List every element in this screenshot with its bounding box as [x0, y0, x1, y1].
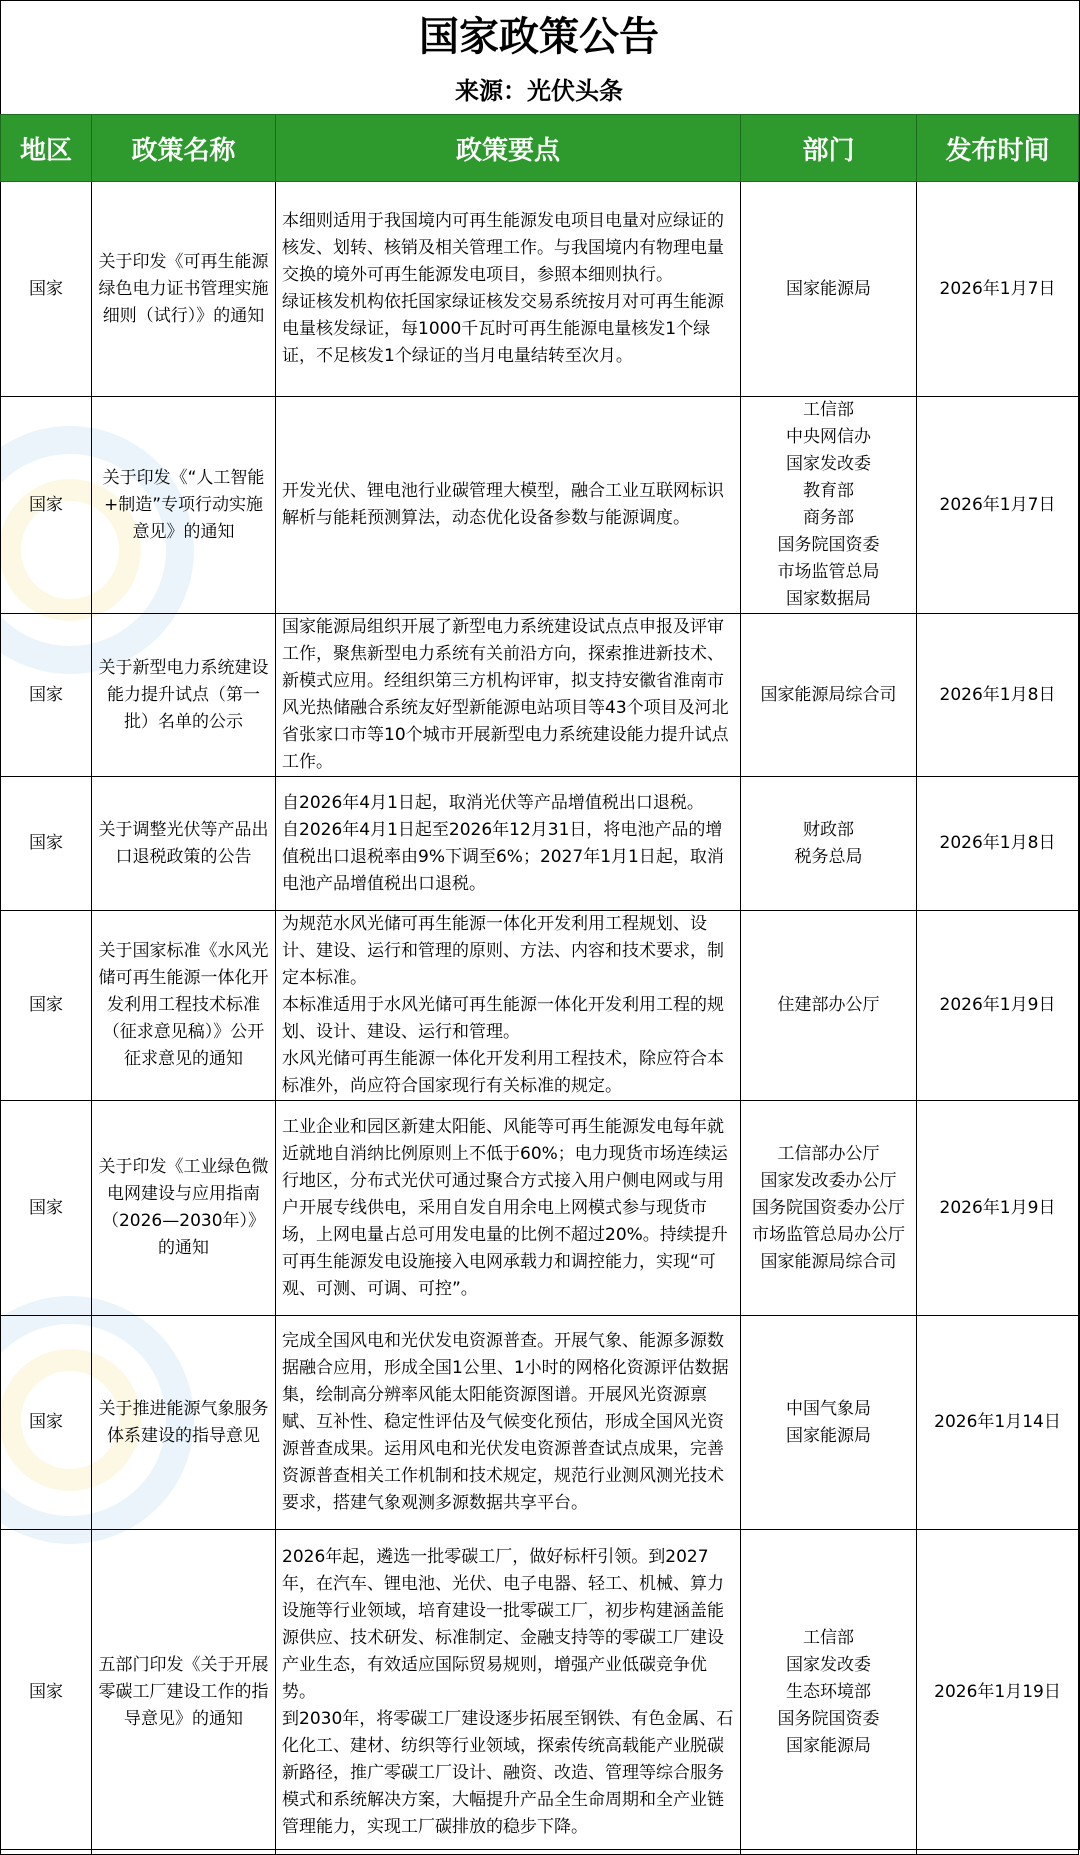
title-area: [0, 0, 1078, 114]
department-name: 国家数据局: [786, 589, 871, 609]
department-name: 国务院国资委办公厅: [752, 1197, 905, 1218]
department-name: 工信部: [803, 1627, 854, 1648]
cell-policy-name: 关于印发《可再生能源绿色电力证书管理实施细则（试行）》的通知: [92, 182, 276, 397]
policy-point: 国家能源局组织开展了新型电力系统建设试点点申报及评审工作，聚焦新型电力系统有关前沿方向，探索推进新技术、新模式应用。经组织第三方机构评审，拟支持安徽省淮南市风光热储融合系统友好型新能源电站项目等43个项目及河北省张家口市等10个城市开展新型电力系统建设能力提升试点工作。: [282, 617, 729, 772]
policy-point: 开发光伏、锂电池行业碳管理大模型，融合工业互联网标识解析与能耗预测算法，动态优化设备参数与能源调度。: [282, 481, 724, 528]
table-row: [1, 614, 1079, 777]
col-header-name: 政策名称: [92, 115, 276, 182]
cell-department: [741, 614, 917, 777]
department-name: 中国气象局: [786, 1398, 871, 1419]
policy-point: 到2030年，将零碳工厂建设逐步拓展至钢铁、有色金属、石化化工、建材、纺织等行业领域，探索传统高载能产业脱碳新路径，推广零碳工厂设计、融资、改造、管理等综合服务模式和系统解决方案，大幅提升产品全生命周期和全产业链管理能力，实现工厂碳排放的稳步下降。: [282, 1708, 734, 1837]
department-name: 国家发改委: [786, 1654, 871, 1675]
cell-department: [741, 397, 917, 614]
cell-department: [741, 777, 917, 911]
department-name: 市场监管总局办公厅: [752, 1224, 905, 1245]
department-name: 国家发改委办公厅: [760, 1170, 897, 1191]
policy-point: 完成全国风电和光伏发电资源普查。开展气象、能源多源数据融合应用，形成全国1公里、1小时的网格化资源评估数据集，绘制高分辨率风能太阳能资源图谱。开展风光资源禀赋、互补性、稳定性评估及气候变化预估，形成全国风光资源普查成果。运用风电和光伏发电资源普查试点成果，完善资源普查相关工作机制和技术规定，规范行业测风测光技术要求，搭建气象观测多源数据共享平台。: [282, 1331, 729, 1513]
cell-policy-points: [276, 614, 741, 777]
cell-department: [741, 182, 917, 397]
department-name: 中央网信办: [786, 427, 871, 447]
department-name: 税务总局: [794, 846, 863, 867]
cell-policy-points: [276, 1101, 741, 1316]
table-row: [1, 777, 1079, 911]
cell-department: [741, 1530, 917, 1855]
department-name: 国家能源局: [786, 1425, 871, 1446]
department-name: 国务院国资委: [777, 1708, 880, 1729]
cell-policy-name: 关于国家标准《水风光储可再生能源一体化开发利用工程技术标准（征求意见稿）》公开征求意见的通知: [92, 911, 276, 1101]
col-header-department: 部门: [741, 115, 917, 182]
source-label: 来源：光伏头条: [455, 77, 623, 105]
cell-region: 国家: [1, 1316, 92, 1530]
table-row: [1, 397, 1079, 614]
department-name: 住建部办公厅: [777, 995, 880, 1015]
department-name: 国家能源局综合司: [760, 1251, 897, 1272]
table-header-row: [1, 115, 1079, 182]
cell-date: 2026年1月8日: [917, 777, 1079, 911]
department-name: 生态环境部: [786, 1681, 871, 1702]
cell-department: [741, 911, 917, 1101]
table-row: [1, 1530, 1079, 1855]
department-name: 工信部: [803, 400, 854, 420]
cell-date: 2026年1月9日: [917, 1101, 1079, 1316]
page-title: 国家政策公告: [419, 14, 659, 60]
policy-point: 自2026年4月1日起，取消光伏等产品增值税出口退税。: [282, 792, 704, 813]
table-row: [1, 1101, 1079, 1316]
cell-region: 国家: [1, 614, 92, 777]
cell-date: 2026年1月9日: [917, 911, 1079, 1101]
cell-policy-points: [276, 397, 741, 614]
department-name: 商务部: [803, 508, 854, 528]
cell-policy-name: 关于推进能源气象服务体系建设的指导意见: [92, 1316, 276, 1530]
cell-policy-points: [276, 1530, 741, 1855]
policy-point: 自2026年4月1日起至2026年12月31日，将电池产品的增值税出口退税率由9%下调至6%；2027年1月1日起，取消电池产品增值税出口退税。: [282, 819, 724, 894]
col-header-points: 政策要点: [276, 115, 741, 182]
cell-policy-name: 五部门印发《关于开展零碳工厂建设工作的指导意见》的通知: [92, 1530, 276, 1855]
cell-policy-points: [276, 1316, 741, 1530]
policy-point: 本标准适用于水风光储可再生能源一体化开发利用工程的规划、设计、建设、运行和管理。: [282, 995, 724, 1042]
policy-point: 本细则适用于我国境内可再生能源发电项目电量对应绿证的核发、划转、核销及相关管理工作。与我国境内有物理电量交换的境外可再生能源发电项目，参照本细则执行。: [282, 211, 724, 285]
cell-date: 2026年1月14日: [917, 1316, 1079, 1530]
department-name: 工信部办公厅: [777, 1143, 880, 1164]
cell-date: 2026年1月8日: [917, 614, 1079, 777]
policy-table: [0, 114, 1079, 1855]
policy-point: 为规范水风光储可再生能源一体化开发利用工程规划、设计、建设、运行和管理的原则、方法、内容和技术要求，制定本标准。: [282, 914, 724, 988]
cell-region: 国家: [1, 397, 92, 614]
cell-department: [741, 1101, 917, 1316]
department-name: 国家能源局: [786, 1735, 871, 1756]
cell-date: 2026年1月7日: [917, 397, 1079, 614]
cell-region: 国家: [1, 1101, 92, 1316]
cell-region: 国家: [1, 777, 92, 911]
cell-policy-name: 关于新型电力系统建设能力提升试点（第一批）名单的公示: [92, 614, 276, 777]
cell-region: 国家: [1, 182, 92, 397]
policy-point: 水风光储可再生能源一体化开发利用工程技术，除应符合本标准外，尚应符合国家现行有关标准的规定。: [282, 1049, 724, 1096]
table-row: [1, 1316, 1079, 1530]
cell-date: 2026年1月7日: [917, 182, 1079, 397]
cell-policy-points: [276, 182, 741, 397]
cell-department: [741, 1316, 917, 1530]
table-row: [1, 911, 1079, 1101]
policy-point: 2026年起，遴选一批零碳工厂，做好标杆引领。到2027年，在汽车、锂电池、光伏、电子电器、轻工、机械、算力设施等行业领域，培育建设一批零碳工厂，初步构建涵盖能源供应、技术研发、标准制定、金融支持等的零碳工厂建设产业生态，有效适应国际贸易规则，增强产业低碳竞争优势。: [282, 1546, 724, 1702]
cell-region: 国家: [1, 1530, 92, 1855]
department-name: 国家发改委: [786, 454, 871, 474]
col-header-date: 发布时间: [917, 115, 1079, 182]
cell-policy-name: 关于印发《工业绿色微电网建设与应用指南（2026—2030年）》的通知: [92, 1101, 276, 1316]
department-name: 国务院国资委: [777, 535, 880, 555]
department-name: 国家能源局综合司: [760, 684, 897, 705]
policy-point: 绿证核发机构依托国家绿证核发交易系统按月对可再生能源电量核发绿证，每1000千瓦时可再生能源电量核发1个绿证，不足核发1个绿证的当月电量结转至次月。: [282, 292, 724, 366]
cell-region: 国家: [1, 911, 92, 1101]
col-header-region: 地区: [1, 115, 92, 182]
department-name: 财政部: [803, 819, 854, 840]
cell-policy-name: 关于印发《“人工智能+制造”专项行动实施意见》的通知: [92, 397, 276, 614]
department-name: 国家能源局: [786, 278, 871, 299]
cell-date: 2026年1月19日: [917, 1530, 1079, 1855]
table-row: [1, 182, 1079, 397]
department-name: 市场监管总局: [777, 562, 880, 582]
cell-policy-name: 关于调整光伏等产品出口退税政策的公告: [92, 777, 276, 911]
department-name: 教育部: [803, 481, 854, 501]
policy-point: 工业企业和园区新建太阳能、风能等可再生能源发电每年就近就地自消纳比例原则上不低于60%；电力现货市场连续运行地区，分布式光伏可通过聚合方式接入用户侧电网或与用户开展专线供电，采用自发自用余电上网模式参与现货市场，上网电量占总可用发电量的比例不超过20%。持续提升可再生能源发电设施接入电网承载力和调控能力，实现“可观、可测、可调、可控”。: [282, 1116, 728, 1299]
cell-policy-points: [276, 911, 741, 1101]
cell-policy-points: [276, 777, 741, 911]
